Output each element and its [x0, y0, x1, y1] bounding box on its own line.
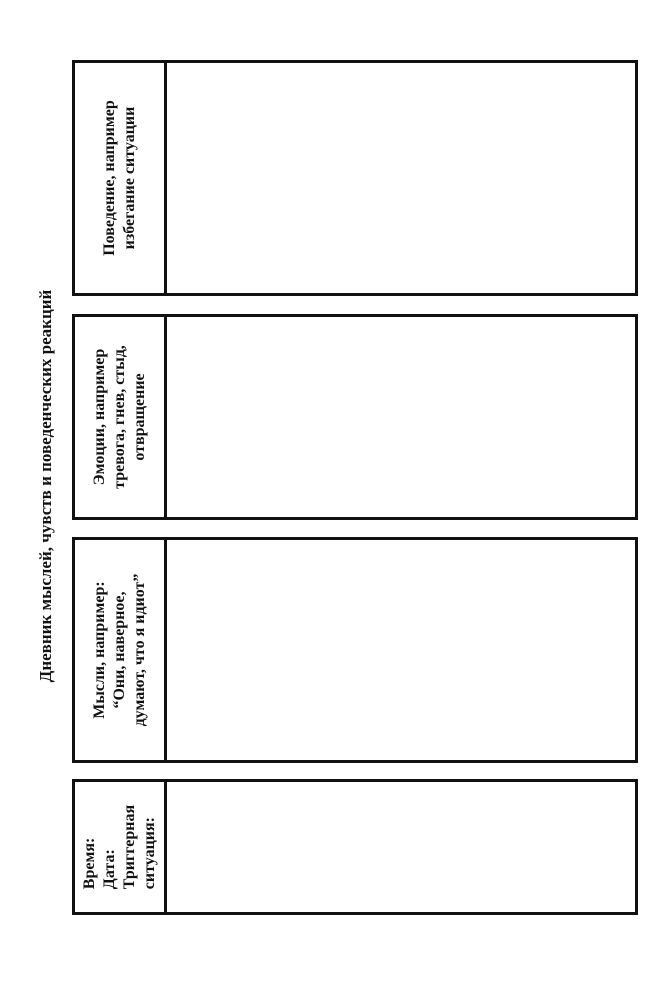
situation-header-line: ситуация: — [140, 817, 158, 890]
thoughts-header-line: Мысли, например: — [90, 581, 108, 719]
emotions-header-line: отвращение — [130, 373, 148, 461]
behavior-header — [75, 63, 167, 293]
situation-header-line: Триггерная — [120, 804, 138, 890]
situation-header-line: Время: — [80, 837, 98, 890]
situation-header-line: Дата: — [100, 849, 118, 890]
behavior-header-line: избегание ситуации — [120, 106, 138, 250]
emotions-header-line: Эмоции, например — [90, 348, 108, 486]
situation-entry-area[interactable] — [167, 782, 635, 912]
emotions-header-text — [90, 345, 150, 489]
behavior-header-line: Поведение, например — [100, 100, 118, 256]
emotions-entry-area[interactable] — [167, 317, 635, 517]
situation-header-text — [80, 805, 160, 889]
thoughts-header-line: “Они, наверное, — [110, 591, 128, 709]
behavior-column — [72, 60, 638, 296]
situation-header — [75, 782, 167, 912]
emotions-header-line: тревога, гнев, стыд, — [110, 345, 128, 489]
thoughts-header — [75, 540, 167, 760]
behavior-header-text — [100, 100, 140, 256]
thoughts-column — [72, 537, 638, 763]
thoughts-entry-area[interactable] — [167, 540, 635, 760]
page-title-text: Дневник мыслей, чувств и поведенческих реакций — [36, 289, 55, 683]
thoughts-header-line: думают, что я идиот” — [130, 573, 148, 727]
emotions-header — [75, 317, 167, 517]
situation-column — [72, 779, 638, 915]
thoughts-header-text — [90, 574, 150, 727]
emotions-column — [72, 314, 638, 520]
behavior-entry-area[interactable] — [167, 63, 635, 293]
